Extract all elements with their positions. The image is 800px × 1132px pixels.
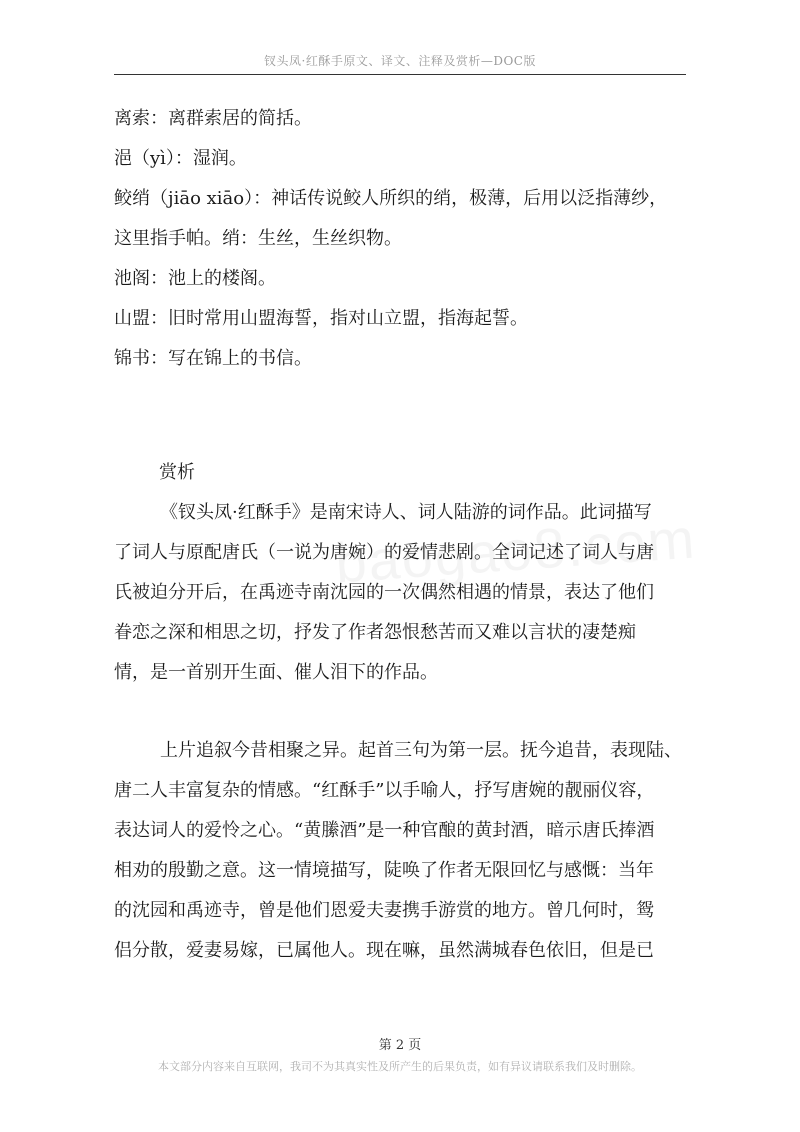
paragraph-line: 了词人与原配唐氏（一说为唐婉）的爱情悲剧。全词记述了词人与唐: [114, 542, 654, 563]
note-line: 山盟：旧时常用山盟海誓，指对山立盟，指海起誓。: [114, 308, 528, 329]
paragraph-line: 表达词人的爱怜之心。“黄縢酒”是一种官酿的黄封酒，暗示唐氏捧酒: [114, 820, 655, 841]
note-line: 池阁：池上的楼阁。: [114, 268, 276, 289]
header-divider: [114, 74, 686, 75]
note-line: 这里指手帕。绡：生丝，生丝织物。: [114, 228, 402, 249]
note-line: 离索：离群索居的简括。: [114, 108, 312, 129]
analysis-paragraph-2: [114, 731, 686, 971]
note-line: 锦书：写在锦上的书信。: [114, 348, 312, 369]
note-line: 鲛绡（jiāo xiāo）：神话传说鲛人所织的绡，极薄，后用以泛指薄纱，: [114, 188, 668, 209]
paragraph-line: 上片追叙今昔相聚之异。起首三句为第一层。抚今追昔，表现陆、: [160, 740, 682, 761]
document-header: 钗头凤·红酥手原文、译文、注释及赏析—DOC版: [264, 54, 536, 68]
paragraph-line: 氏被迫分开后，在禹迹寺南沈园的一次偶然相遇的情景，表达了他们: [114, 582, 654, 603]
paragraph-line: 眷恋之深和相思之切，抒发了作者怨恨愁苦而又难以言状的凄楚痴: [114, 622, 636, 643]
paragraph-line: 《钗头凤·红酥手》是南宋诗人、词人陆游的词作品。此词描写: [160, 502, 652, 523]
paragraph-line: 唐二人丰富复杂的情感。“红酥手”以手喻人，抒写唐婉的靓丽仪容，: [114, 780, 655, 801]
paragraph-line: 侣分散，爱妻易嫁，已属他人。现在嘛，虽然满城春色依旧，但是已: [114, 940, 654, 961]
paragraph-line: 相劝的殷勤之意。这一情境描写，陡唤了作者无限回忆与感慨：当年: [114, 860, 654, 881]
footer-disclaimer: 本文部分内容来自互联网，我司不为其真实性及所产生的后果负责，如有异议请联系我们及时删除。: [158, 1060, 642, 1073]
paragraph-line: 的沈园和禹迹寺，曾是他们恩爱夫妻携手游赏的地方。曾几何时，鸳: [114, 900, 654, 921]
analysis-heading: 赏析: [159, 462, 195, 483]
note-line: 浥（yì）：湿润。: [114, 148, 247, 169]
page-number: 第 2 页: [378, 1038, 422, 1053]
paragraph-line: 情，是一首别开生面、催人泪下的作品。: [114, 662, 438, 683]
analysis-paragraph-1: [114, 493, 686, 693]
notes-block: [114, 99, 686, 379]
